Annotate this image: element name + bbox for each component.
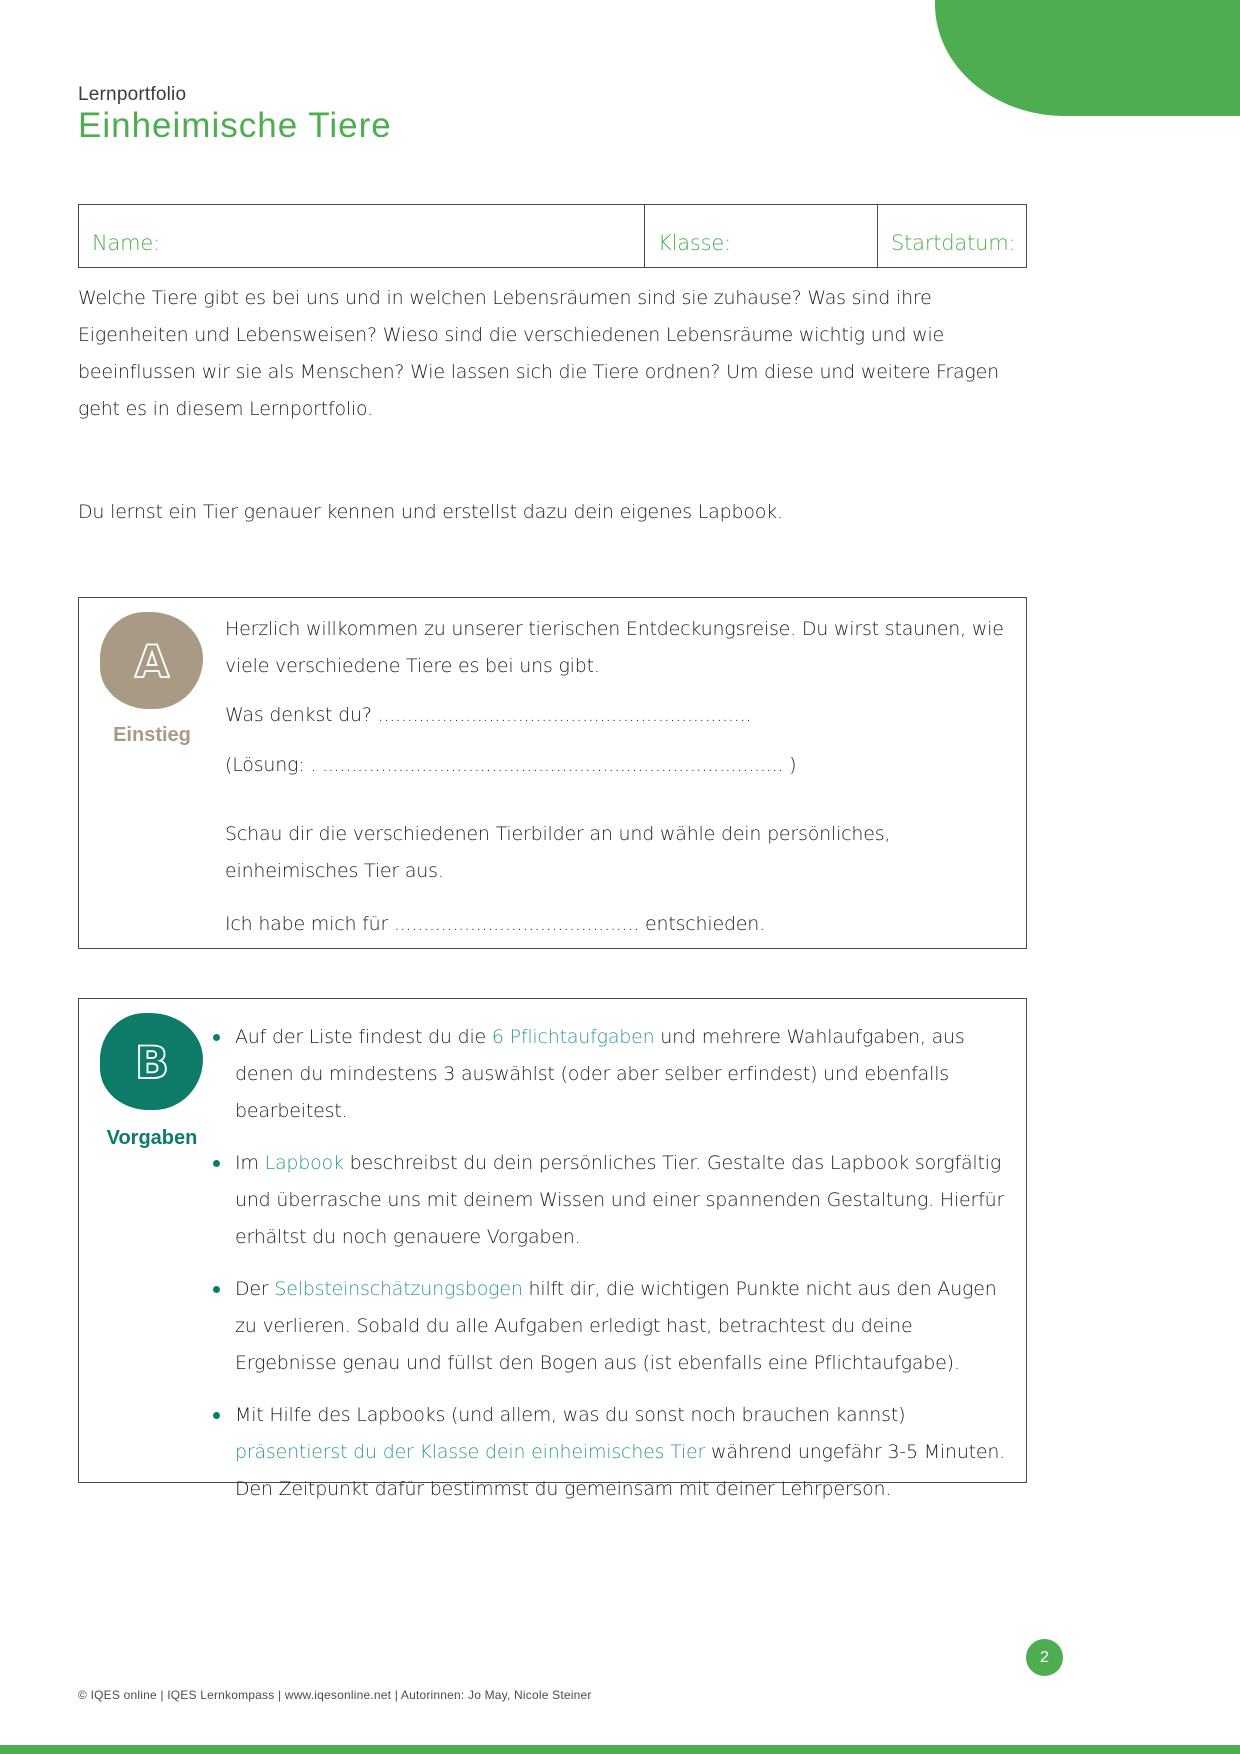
page-number: 2 bbox=[1040, 1648, 1049, 1666]
intro-paragraph: Welche Tiere gibt es bei uns und in welchen Lebensräumen sind sie zuhause? Was sind ihre Eigenheiten und Lebensweisen? Wieso sind die verschiedenen Lebensräume wichtig und wie beeinflussen wir sie als Menschen? Wie lassen sich die Tiere ordnen? Um diese und weitere Fragen geht es in diesem Lernportfolio. bbox=[78, 287, 999, 420]
bullet-item: Mit Hilfe des Lapbooks (und allem, was du sonst noch brauchen kannst) präsentierst du der Klasse dein einheimisches Tier während ungefähr 3-5 Minuten. Den Zeitpunkt dafür bestimmst du gemeinsam mit deiner Lehrperson. bbox=[207, 1397, 1019, 1508]
einstieg-solution-blank: (Lösung: . ............................................................................... ) bbox=[225, 754, 797, 776]
einstieg-choice-blank: Ich habe mich für .......................................... entschieden. bbox=[225, 913, 765, 935]
letter-b-icon bbox=[100, 1013, 203, 1110]
info-field-klasse[interactable] bbox=[644, 205, 877, 267]
bullet-item: Auf der Liste findest du die 6 Pflichtaufgaben und mehrere Wahlaufgaben, aus denen du mindestens 3 auswählst (oder aber selber erfindest) und ebenfalls bearbeitest. bbox=[207, 1019, 1019, 1130]
einstieg-instruction-text: Schau dir die verschiedenen Tierbilder an und wähle dein persönliches, einheimisches Tier aus. bbox=[225, 823, 891, 882]
info-field-name-label: Name: bbox=[92, 231, 161, 255]
page-title: Einheimische Tiere bbox=[78, 106, 392, 145]
section-einstieg-content bbox=[225, 611, 1017, 943]
info-table bbox=[78, 204, 1027, 268]
document-kicker: Lernportfolio bbox=[78, 84, 187, 105]
vorgaben-bullet-list bbox=[207, 1019, 1019, 1523]
section-vorgaben-label: Vorgaben bbox=[106, 1127, 198, 1149]
corner-accent-shape bbox=[935, 0, 1240, 116]
info-field-klasse-label: Klasse: bbox=[658, 231, 731, 255]
bullet-item: Der Selbsteinschätzungsbogen hilft dir, die wichtigen Punkte nicht aus den Augen zu verlieren. Sobald du alle Aufgaben erledigt hast, betrachtest du deine Ergebnisse genau und füllst den Bogen aus (ist ebenfalls eine Pflichtaufgabe). bbox=[207, 1271, 1019, 1382]
info-field-name[interactable] bbox=[79, 205, 644, 267]
section-vorgaben bbox=[78, 998, 1027, 1500]
svg-text:B: B bbox=[134, 1036, 169, 1089]
bottom-accent-bar bbox=[0, 1745, 1240, 1754]
svg-text:A: A bbox=[134, 635, 169, 688]
page-number-badge bbox=[1026, 1639, 1063, 1676]
einstieg-question-blank: Was denkst du? ................................................................ bbox=[225, 704, 752, 726]
letter-a-icon bbox=[100, 612, 203, 709]
bullet-item: Im Lapbook beschreibst du dein persönliches Tier. Gestalte das Lapbook sorgfältig und überrasche uns mit deinem Wissen und einer spannenden Gestaltung. Hierfür erhältst du noch genauere Vorgaben. bbox=[207, 1145, 1019, 1256]
info-field-startdatum[interactable] bbox=[877, 205, 1026, 267]
intro-paragraph-lapbook: Du lernst ein Tier genauer kennen und erstellst dazu dein eigenes Lapbook. bbox=[78, 501, 783, 523]
footer-credits: © IQES online | IQES Lernkompass | www.iqesonline.net | Autorinnen: Jo May, Nicole Steiner bbox=[78, 1688, 592, 1702]
section-einstieg-label: Einstieg bbox=[113, 724, 191, 746]
section-einstieg bbox=[78, 597, 1027, 949]
info-field-startdatum-label: Startdatum: bbox=[891, 231, 1016, 255]
einstieg-welcome-text: Herzlich willkommen zu unserer tierischen Entdeckungsreise. Du wirst staunen, wie viele verschiedene Tiere es bei uns gibt. bbox=[225, 618, 1004, 677]
